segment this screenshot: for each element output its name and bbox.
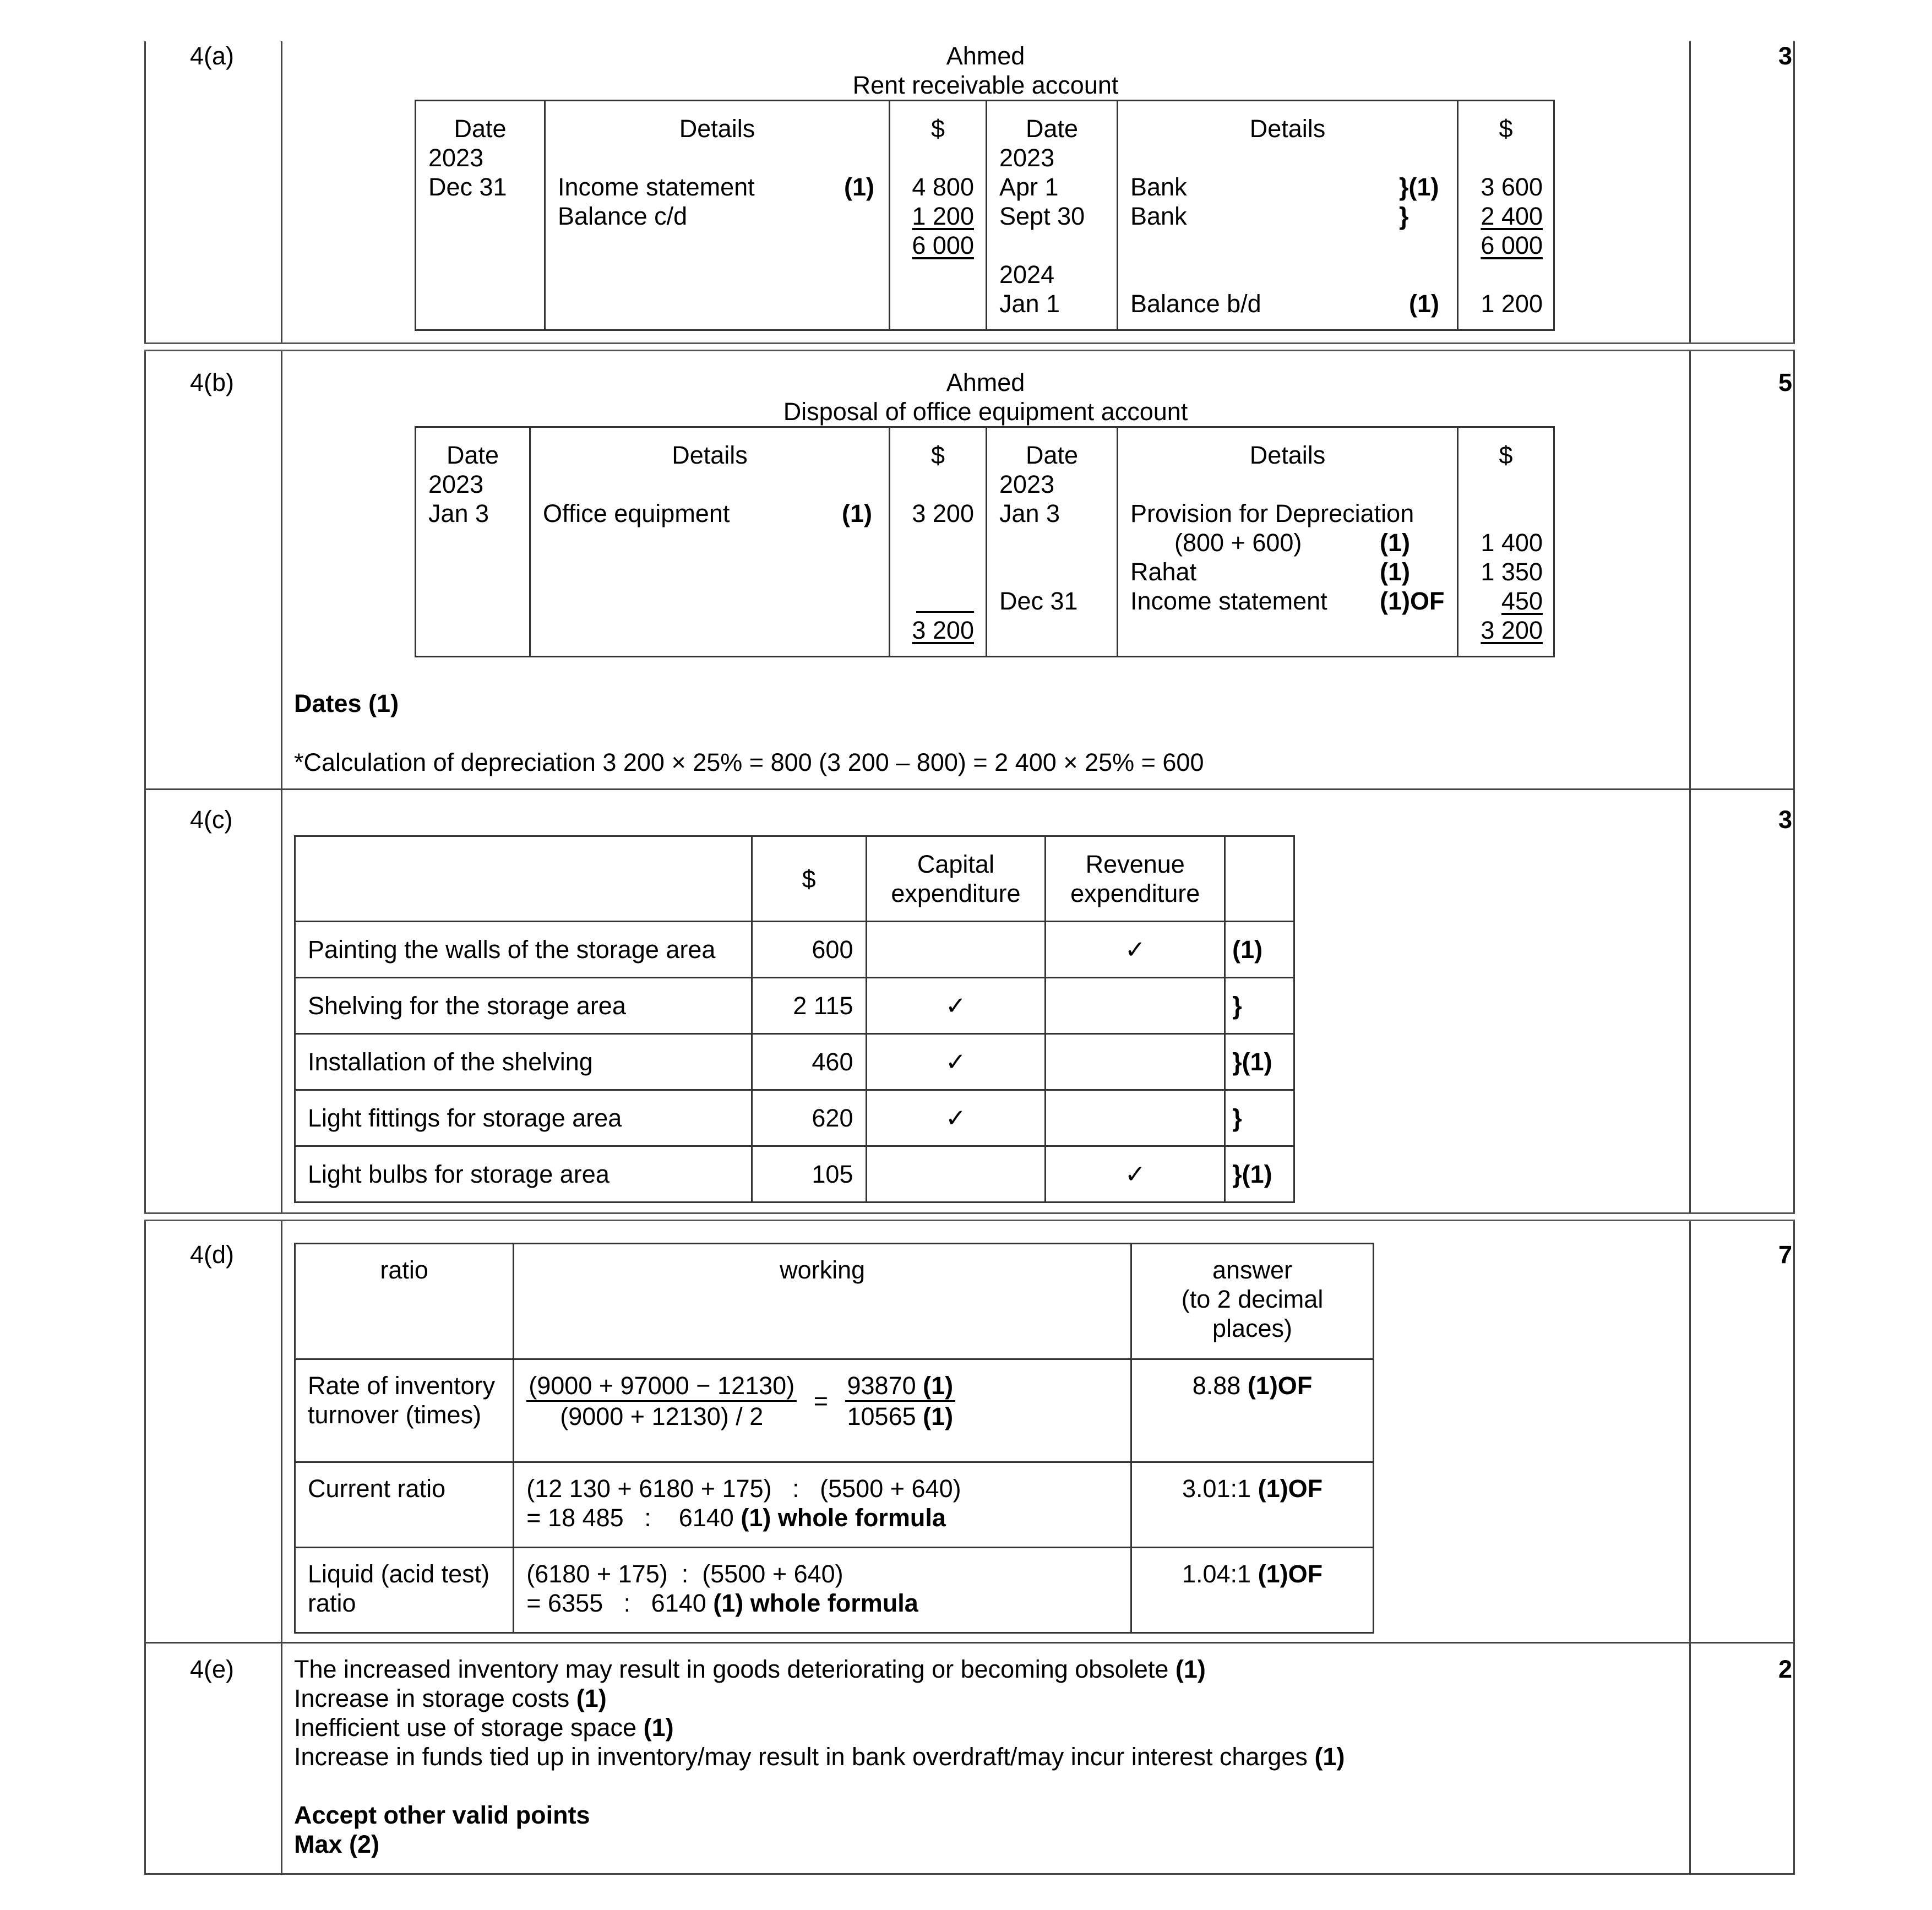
- ratio-name-line1: Liquid (acid test): [308, 1560, 490, 1588]
- frame-marks-divider: [1689, 41, 1691, 1875]
- debit-amount-header: $: [930, 115, 945, 143]
- result-numerator: 93870: [847, 1372, 916, 1400]
- table-row: [295, 1359, 1374, 1462]
- check-icon: [866, 1146, 1046, 1202]
- check-icon: ✓: [866, 1090, 1046, 1146]
- numerator-mark: (1): [923, 1372, 954, 1400]
- debit-year: 2023: [428, 470, 484, 498]
- check-icon: ✓: [1046, 1146, 1225, 1202]
- answer-mark: (1)OF: [1247, 1372, 1313, 1400]
- ratio-name-line2: turnover (times): [308, 1401, 482, 1429]
- question-number: 4(e): [190, 1655, 235, 1683]
- debit-total: 3 200: [912, 616, 974, 644]
- question-marks: 3: [1778, 806, 1792, 834]
- frame-bottom-border: [144, 1873, 1795, 1875]
- separator-4d-4e: [144, 1642, 1795, 1644]
- point-mark: (1): [643, 1713, 674, 1742]
- answer-value: 8.88: [1192, 1372, 1241, 1400]
- ratio-name: [295, 1548, 514, 1633]
- ratio-answer: [1131, 1462, 1374, 1548]
- credit-year: 2023: [999, 144, 1055, 172]
- answer-value: 1.04:1: [1182, 1560, 1251, 1588]
- debit-amount-2: 1 200: [912, 202, 974, 230]
- credit-item-provision-calc: (800 + 600): [1174, 529, 1302, 557]
- account-title: Disposal of office equipment account: [783, 398, 1188, 426]
- table-row: [295, 978, 1294, 1034]
- credit-item-bank-2: Bank: [1130, 202, 1187, 230]
- credit-mark-2: (1): [1380, 558, 1410, 586]
- debit-amount-header: $: [930, 441, 945, 469]
- fraction-denominator: (9000 + 12130) / 2: [560, 1402, 764, 1430]
- ratio-working: [514, 1548, 1131, 1633]
- rent-receivable-account: [415, 100, 1555, 331]
- table-row: [295, 1034, 1294, 1090]
- working-line1: (12 130 + 6180 + 175) : (5500 + 640): [526, 1474, 961, 1503]
- credit-amount-1: 3 600: [1481, 173, 1543, 201]
- check-icon: [1046, 978, 1225, 1034]
- check-icon: ✓: [866, 978, 1046, 1034]
- question-number: 4(d): [190, 1240, 235, 1269]
- credit-date-1: Apr 1: [999, 173, 1059, 201]
- answer-value: 3.01:1: [1182, 1474, 1251, 1503]
- row-amount: 105: [752, 1146, 866, 1202]
- question-number: 4(c): [190, 806, 233, 834]
- working-mark: (1) whole formula: [713, 1589, 918, 1617]
- credit-mark-1: }(1): [1399, 173, 1439, 201]
- credit-mark-3: (1)OF: [1380, 587, 1445, 615]
- header-ratio: ratio: [295, 1244, 514, 1359]
- header-item: [295, 836, 752, 922]
- credit-amount-header: $: [1499, 441, 1513, 469]
- point-text: Increase in funds tied up in inventory/may result in bank overdraft/may incur interest charges: [294, 1743, 1308, 1771]
- frame-number-divider: [281, 41, 282, 1875]
- row-mark: }(1): [1225, 1034, 1294, 1090]
- row-item: Light fittings for storage area: [295, 1090, 752, 1146]
- credit-item-bank-1: Bank: [1130, 173, 1187, 201]
- credit-amount-1: 1 400: [1481, 529, 1543, 557]
- separator-4b-4c: [144, 788, 1795, 790]
- credit-total: 3 200: [1481, 616, 1543, 644]
- debit-amount-1: 4 800: [912, 173, 974, 201]
- credit-year-2: 2024: [999, 260, 1055, 289]
- inventory-fraction: [526, 1371, 797, 1431]
- credit-item-balance-bd: Balance b/d: [1130, 290, 1261, 318]
- debit-item-balance-cd: Balance c/d: [558, 202, 688, 230]
- debit-mark: (1): [842, 499, 872, 527]
- working-line2: = 6355 : 6140: [526, 1589, 706, 1617]
- row-mark: }: [1225, 978, 1294, 1034]
- point-mark: (1): [1314, 1743, 1345, 1771]
- answer-mark: (1)OF: [1258, 1474, 1323, 1503]
- debit-mark: (1): [844, 173, 874, 201]
- header-mark: [1225, 836, 1294, 922]
- header-answer-line3: places): [1212, 1314, 1293, 1342]
- row-amount: 620: [752, 1090, 866, 1146]
- point-mark: (1): [576, 1684, 607, 1712]
- row-amount: 600: [752, 922, 866, 978]
- header-answer-line1: answer: [1212, 1256, 1293, 1284]
- table-row: [295, 1090, 1294, 1146]
- separator-4a-4b: [144, 342, 1795, 351]
- check-icon: [1046, 1090, 1225, 1146]
- result-denominator: 10565: [847, 1402, 916, 1430]
- row-item: Installation of the shelving: [295, 1034, 752, 1090]
- table-row: [295, 1146, 1294, 1202]
- credit-date-3: Jan 1: [999, 290, 1060, 318]
- credit-item-rahat: Rahat: [1130, 558, 1197, 586]
- credit-amount-2: 1 350: [1481, 558, 1543, 586]
- header-capital: Capital expenditure: [866, 836, 1046, 922]
- working-mark: (1) whole formula: [741, 1504, 946, 1532]
- question-number: 4(a): [190, 42, 235, 70]
- ratio-working: [514, 1462, 1131, 1548]
- list-item: [294, 1742, 1345, 1771]
- point-text: The increased inventory may result in goods deteriorating or becoming obsolete: [294, 1655, 1169, 1683]
- equals-sign: =: [813, 1387, 828, 1415]
- header-working: working: [514, 1244, 1131, 1359]
- point-text: Increase in storage costs: [294, 1684, 570, 1712]
- credit-details-header: Details: [1249, 441, 1326, 469]
- credit-amount-header: $: [1499, 115, 1513, 143]
- row-item: Light bulbs for storage area: [295, 1146, 752, 1202]
- row-mark: }: [1225, 1090, 1294, 1146]
- credit-mark-3: (1): [1409, 290, 1439, 318]
- question-marks: 2: [1778, 1655, 1792, 1683]
- working-line2: = 18 485 : 6140: [526, 1504, 734, 1532]
- max-note: Max (2): [294, 1830, 380, 1858]
- credit-details-header: Details: [1249, 115, 1326, 143]
- table-row: [295, 1462, 1374, 1548]
- credit-amount-2: 2 400: [1481, 202, 1543, 230]
- credit-mark-1: (1): [1380, 529, 1410, 557]
- row-mark: }(1): [1225, 1146, 1294, 1202]
- debit-date-header: Date: [446, 441, 499, 469]
- row-amount: 460: [752, 1034, 866, 1090]
- depreciation-calculation: *Calculation of depreciation 3 200 × 25% = 800 (3 200 – 800) = 2 400 × 25% = 600: [294, 748, 1204, 776]
- row-mark: (1): [1225, 922, 1294, 978]
- credit-date-header: Date: [1025, 115, 1079, 143]
- separator-4c-4d: [144, 1212, 1795, 1221]
- question-number: 4(b): [190, 368, 235, 396]
- list-item: [294, 1713, 1345, 1742]
- debit-item-income-statement: Income statement: [558, 173, 755, 201]
- debit-date: Dec 31: [428, 173, 507, 201]
- check-icon: ✓: [866, 1034, 1046, 1090]
- credit-date-header: Date: [1025, 441, 1079, 469]
- denominator-mark: (1): [923, 1402, 954, 1430]
- ratio-answer: [1131, 1548, 1374, 1633]
- result-fraction: [845, 1371, 956, 1431]
- table-row: [295, 1548, 1374, 1633]
- debit-total: 6 000: [912, 231, 974, 259]
- credit-item-income-statement: Income statement: [1130, 587, 1327, 615]
- point-text: Inefficient use of storage space: [294, 1713, 637, 1742]
- debit-details-header: Details: [679, 115, 755, 143]
- credit-date-3: Dec 31: [999, 587, 1078, 615]
- debit-details-header: Details: [672, 441, 748, 469]
- debit-total-rule: [916, 611, 974, 613]
- point-mark: (1): [1175, 1655, 1206, 1683]
- header-answer: [1131, 1244, 1374, 1359]
- credit-total: 6 000: [1481, 231, 1543, 259]
- check-icon: [866, 922, 1046, 978]
- account-title: Rent receivable account: [852, 71, 1119, 99]
- list-item: [294, 1655, 1345, 1684]
- header-amount: $: [752, 836, 866, 922]
- credit-amount-3: 450: [1501, 587, 1543, 615]
- check-icon: [1046, 1034, 1225, 1090]
- debit-year: 2023: [428, 144, 484, 172]
- ratio-answer: [1131, 1359, 1374, 1462]
- question-marks: 7: [1778, 1240, 1792, 1269]
- debit-date-header: Date: [454, 115, 507, 143]
- credit-year: 2023: [999, 470, 1055, 498]
- expenditure-table: [294, 835, 1295, 1203]
- row-item: Painting the walls of the storage area: [295, 922, 752, 978]
- debit-amount-1: 3 200: [912, 499, 974, 527]
- ratio-name-line1: Rate of inventory: [308, 1372, 496, 1400]
- disposal-account: [415, 426, 1555, 657]
- debit-item-office-equipment: Office equipment: [543, 499, 730, 527]
- dates-note: Dates (1): [294, 689, 399, 717]
- working-line1: (6180 + 175) : (5500 + 640): [526, 1560, 843, 1588]
- question-marks: 3: [1778, 42, 1792, 70]
- frame-right-border: [1793, 41, 1795, 1875]
- ratio-name: [295, 1359, 514, 1462]
- account-owner: Ahmed: [946, 42, 1025, 70]
- answer-points: [294, 1655, 1345, 1859]
- debit-date: Jan 3: [428, 499, 489, 527]
- list-item: [294, 1684, 1345, 1713]
- credit-amount-3: 1 200: [1481, 290, 1543, 318]
- accept-note: Accept other valid points: [294, 1801, 590, 1829]
- account-owner: Ahmed: [946, 368, 1025, 396]
- credit-mark-2: }: [1399, 202, 1409, 230]
- ratio-working: [514, 1359, 1131, 1462]
- row-amount: 2 115: [752, 978, 866, 1034]
- fraction-numerator: (9000 + 97000 − 12130): [526, 1371, 797, 1402]
- ratio-name-line2: ratio: [308, 1589, 356, 1617]
- credit-item-provision: Provision for Depreciation: [1130, 499, 1414, 527]
- ratio-table: [294, 1243, 1374, 1634]
- check-icon: ✓: [1046, 922, 1225, 978]
- answer-mark: (1)OF: [1258, 1560, 1323, 1588]
- ratio-name: Current ratio: [295, 1462, 514, 1548]
- table-row: [295, 922, 1294, 978]
- frame-left-border: [144, 41, 146, 1875]
- credit-date-2: Sept 30: [999, 202, 1085, 230]
- credit-date-1: Jan 3: [999, 499, 1060, 527]
- question-marks: 5: [1778, 368, 1792, 396]
- row-item: Shelving for the storage area: [295, 978, 752, 1034]
- header-revenue: Revenue expenditure: [1046, 836, 1225, 922]
- header-answer-line2: (to 2 decimal: [1181, 1285, 1324, 1313]
